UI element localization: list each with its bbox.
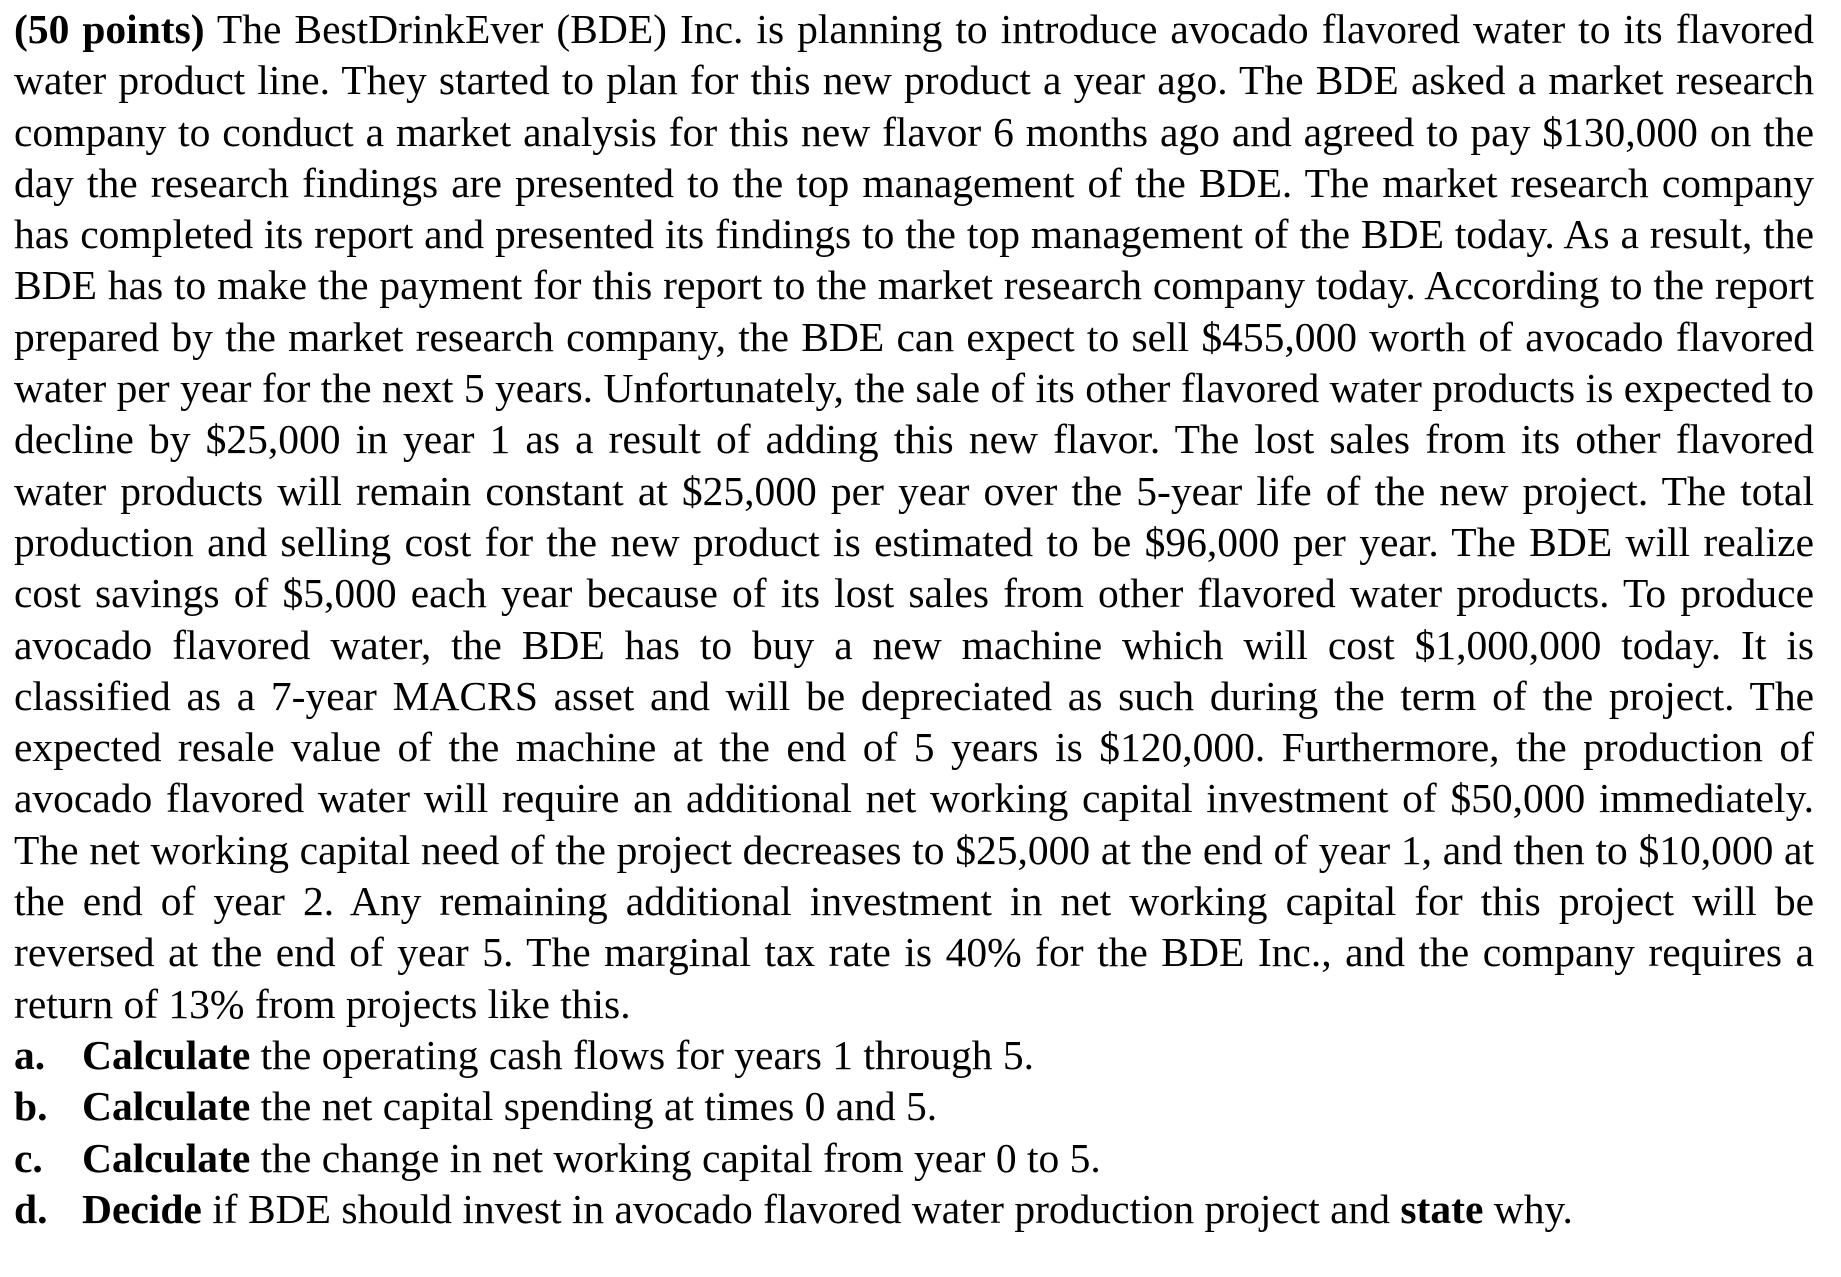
question-text: the operating cash flows for years 1 through 5.	[250, 1031, 1034, 1078]
question-verb: Calculate	[82, 1083, 251, 1130]
question-letter: c.	[14, 1134, 43, 1181]
question-text-2: why.	[1483, 1185, 1573, 1232]
problem-statement	[14, 4, 1814, 1030]
question-text: the change in net working capital from year 0 to 5.	[250, 1134, 1101, 1181]
question-letter: d.	[14, 1185, 48, 1232]
problem-document	[14, 4, 1814, 1235]
question-verb-2: state	[1400, 1185, 1484, 1232]
question-a	[14, 1030, 1814, 1081]
question-verb: Calculate	[82, 1134, 251, 1181]
problem-text: The BestDrinkEver (BDE) Inc. is planning to introduce avocado flavored water to its flavored water product line. They started to plan for this new product a year ago. The BDE asked a market research company to conduct a market analysis for this new flavor 6 months ago and agreed to pay $130,000 on the day the research findings are presented to the top management of the BDE. The market research company has completed its report and presented its findings to the top management of the BDE today. As a result, the BDE has to make the payment for this report to the market research company today. According to the report prepared by the market research company, the BDE can expect to sell $455,000 worth of avocado flavored water per year for the next 5 years. Unfortunately, the sale of its other flavored water products is expected to decline by $25,000 in year 1 as a result of adding this new flavor. The lost sales from its other flavored water products will remain constant at $25,000 per year over the 5-year life of the new project. The total production and selling cost for the new product is estimated to be $96,000 per year. The BDE will realize cost savings of $5,000 each year because of its lost sales from other flavored water products. To produce avocado flavored water, the BDE has to buy a new machine which will cost $1,000,000 today. It is classified as a 7-year MACRS asset and will be depreciated as such during the term of the project. The expected resale value of the machine at the end of 5 years is $120,000. Furthermore, the production of avocado flavored water will require an additional net working capital investment of $50,000 immediately. The net working capital need of the project decreases to $25,000 at the end of year 1, and then to $10,000 at the end of year 2. Any remaining additional investment in net working capital for this project will be reversed at the end of year 5. The marginal tax rate is 40% for the BDE Inc., and the company requires a return of 13% from projects like this.	[14, 6, 1814, 1027]
question-letter: a.	[14, 1031, 46, 1078]
question-verb: Decide	[82, 1185, 202, 1232]
question-verb: Calculate	[82, 1031, 251, 1078]
question-text: if BDE should invest in avocado flavored water production project and	[201, 1185, 1401, 1232]
question-d	[14, 1184, 1814, 1235]
question-c	[14, 1133, 1814, 1184]
question-letter: b.	[14, 1083, 48, 1130]
question-b	[14, 1081, 1814, 1132]
points-label: (50 points)	[14, 6, 205, 52]
question-text: the net capital spending at times 0 and 5.	[250, 1083, 938, 1130]
question-list	[14, 1030, 1814, 1235]
